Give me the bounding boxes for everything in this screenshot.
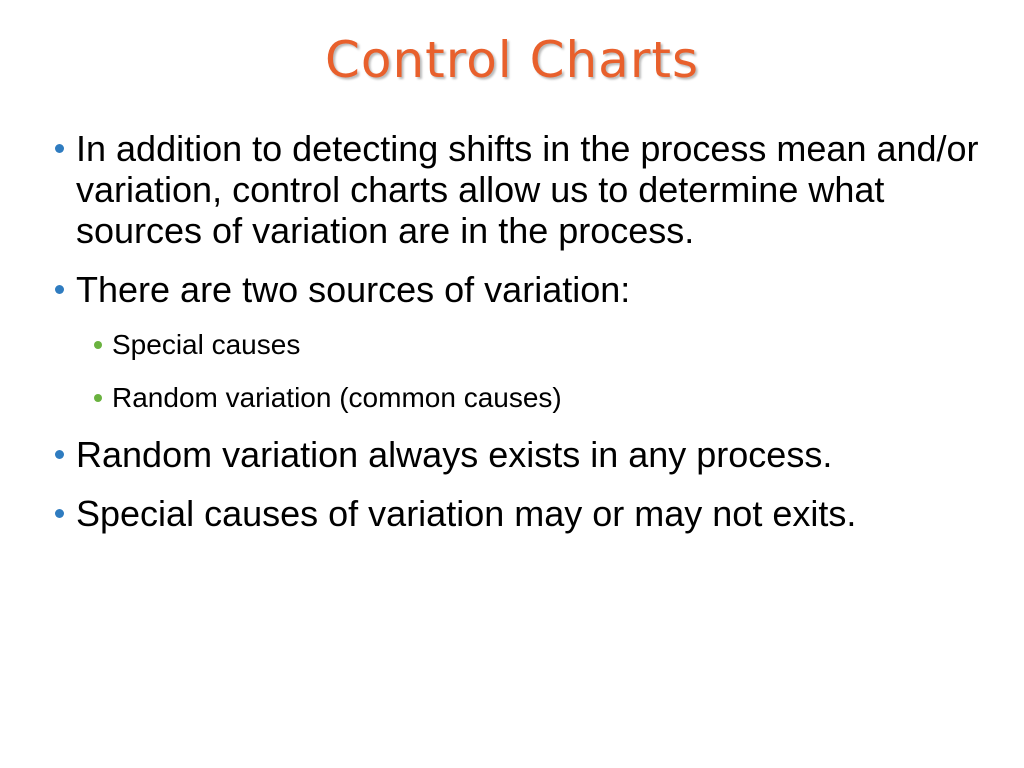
- slide-title: Control Charts: [324, 31, 700, 89]
- bullet-item: [48, 493, 1016, 534]
- bullet-list: [48, 128, 1016, 552]
- bullet-text: Special causes of variation may or may not exits.: [76, 493, 857, 534]
- bullet-item: [48, 128, 1016, 251]
- sub-bullet-dot-icon: [94, 394, 102, 402]
- bullet-text: In addition to detecting shifts in the process mean and/or variation, control charts allow us to determine what sources of variation are in the process.: [76, 128, 979, 251]
- bullet-dot-icon: [55, 285, 64, 294]
- bullet-text: Random variation always exists in any process.: [76, 434, 833, 475]
- sub-bullet-item: [86, 381, 1016, 414]
- bullet-item: [48, 269, 1016, 310]
- bullet-dot-icon: [55, 144, 64, 153]
- sub-bullet-text: Random variation (common causes): [112, 382, 562, 413]
- bullet-item: [48, 434, 1016, 475]
- sub-bullet-dot-icon: [94, 341, 102, 349]
- bullet-dot-icon: [55, 450, 64, 459]
- bullet-dot-icon: [55, 509, 64, 518]
- bullet-text: There are two sources of variation:: [76, 269, 631, 310]
- sub-bullet-text: Special causes: [112, 329, 301, 360]
- sub-bullet-item: [86, 328, 1016, 361]
